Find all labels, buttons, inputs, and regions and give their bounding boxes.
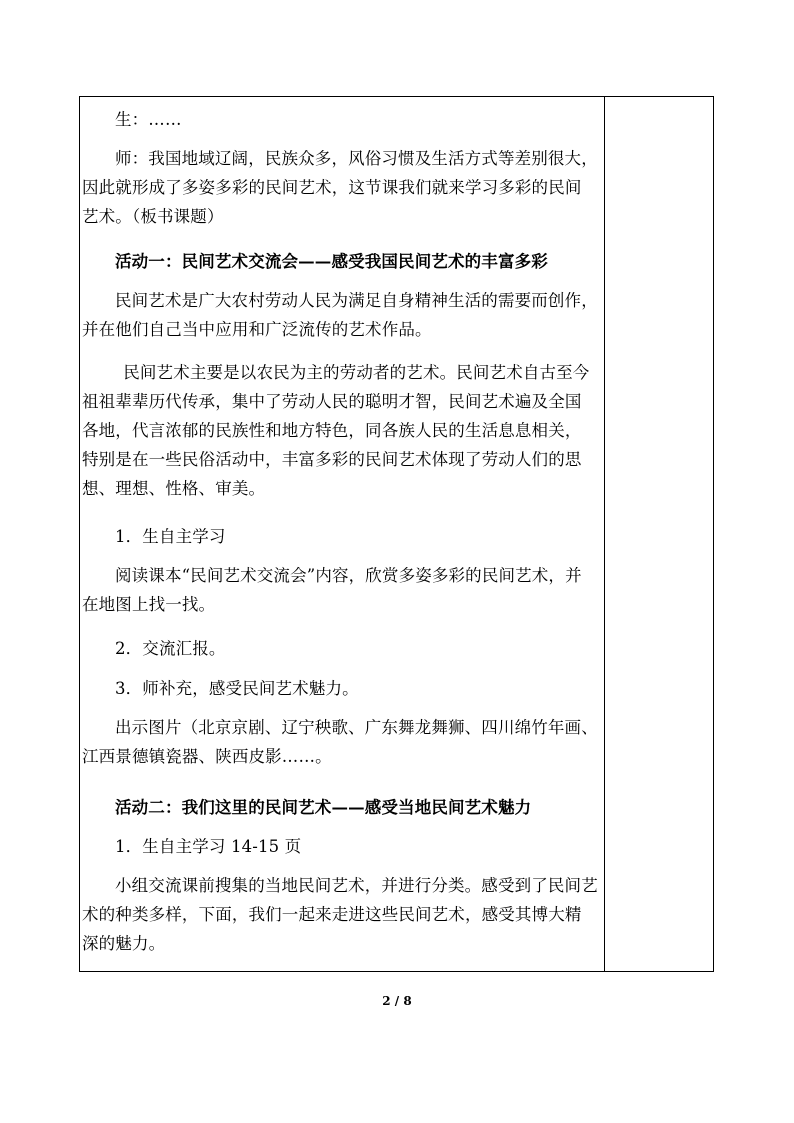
paragraph-group-exchange: 小组交流课前搜集的当地民间艺术，并进行分类。感受到了民间艺术的种类多样，下面，我们一起来走进这些民间艺术，感受其博大精深的魅力。 xyxy=(82,876,598,953)
step-self-study: 1．生自主学习 xyxy=(115,527,226,546)
paragraph-teacher-intro: 师：我国地域辽阔，民族众多，风俗习惯及生活方式等差别很大，因此就形成了多姿多彩的民间艺术，这节课我们就来学习多彩的民间艺术。（板书课题） xyxy=(82,149,598,226)
paragraph-show-pictures: 出示图片（北京京剧、辽宁秧歌、广东舞龙舞狮、四川绵竹年画、江西景德镇瓷器、陕西皮影……。 xyxy=(82,718,598,766)
activity-two-heading: 活动二：我们这里的民间艺术——感受当地民间艺术魅力 xyxy=(115,798,532,817)
lesson-table xyxy=(79,96,714,972)
activity-one-heading: 活动一：民间艺术交流会——感受我国民间艺术的丰富多彩 xyxy=(115,252,548,271)
step-teacher-supplement: 3．师补充，感受民间艺术魅力。 xyxy=(115,679,359,698)
paragraph-read-textbook: 阅读课本“民间艺术交流会”内容，欣赏多姿多彩的民间艺术，并在地图上找一找。 xyxy=(82,566,582,614)
step-self-study-pages: 1．生自主学习 14-15 页 xyxy=(115,837,302,856)
paragraph-folk-art-description: 民间艺术主要是以农民为主的劳动者的艺术。民间艺术自古至今祖祖辈辈历代传承，集中了劳动人民的聪明才智，民间艺术遍及全国各地，代言浓郁的民族性和地方特色，同各族人民的生活息息相关，特别是在一些民俗活动中，丰富多彩的民间艺术体现了劳动人们的思想、理想、性格、审美。 xyxy=(82,363,590,498)
paragraph-folk-art-definition: 民间艺术是广大农村劳动人民为满足自身精神生活的需要而创作，并在他们自己当中应用和广泛流传的艺术作品。 xyxy=(82,291,598,339)
step-report: 2．交流汇报。 xyxy=(115,639,226,658)
notes-cell xyxy=(605,97,713,971)
paragraph-student-reply: 生：…… xyxy=(115,110,182,129)
page-number: 2 / 8 xyxy=(382,994,412,1008)
